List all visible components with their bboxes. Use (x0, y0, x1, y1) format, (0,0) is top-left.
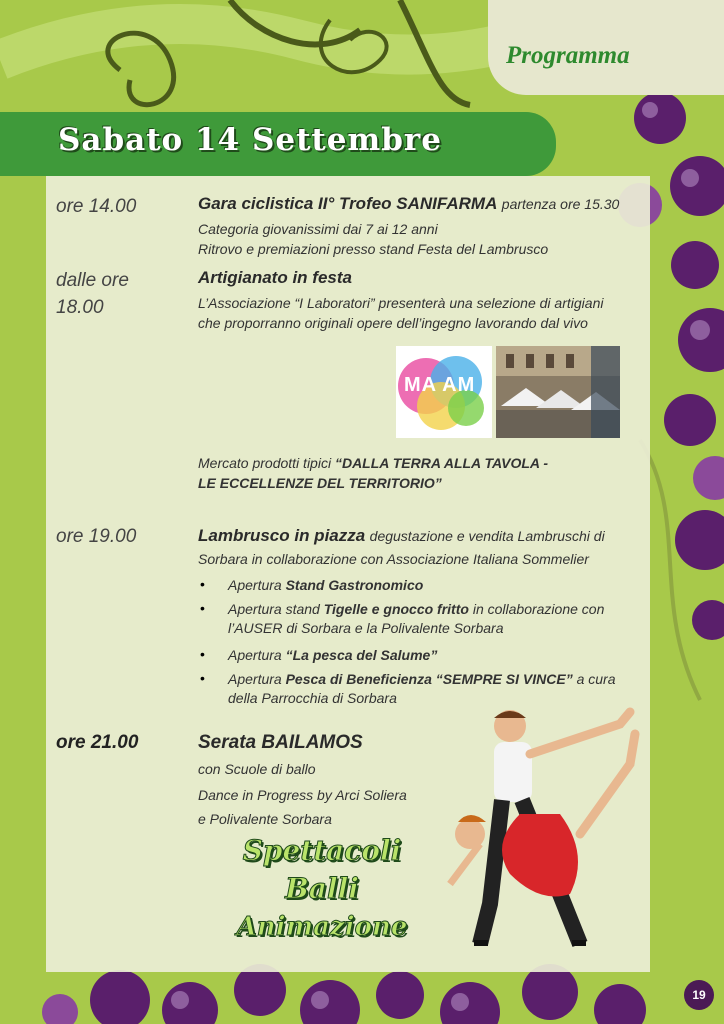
bullet-icon: • (200, 576, 205, 592)
event-line: Ritrovo e premiazioni presso stand Festa del Lambrusco (198, 241, 549, 257)
event-time: ore 19.00 (56, 526, 137, 547)
event-title: Serata BAILAMOS (198, 732, 363, 753)
market-title: LE ECCELLENZE DEL TERRITORIO” (198, 475, 442, 491)
event-line: Sorbara in collaborazione con Associazione Italiana Sommelier (198, 551, 589, 567)
market-prefix: Mercato prodotti tipici (198, 455, 332, 471)
spettacoli-line: Spettacoli (242, 834, 402, 867)
event-title-suffix: partenza ore 15.30 (501, 196, 620, 212)
page-number: 19 (684, 980, 714, 1010)
event-line: e Polivalente Sorbara (198, 811, 332, 827)
event-time: ore 21.00 (56, 732, 139, 753)
market-photo (496, 346, 620, 438)
bullet-icon: • (200, 600, 205, 616)
event-time: dalle ore (56, 270, 129, 291)
event-title-line (198, 194, 619, 214)
day-title: Sabato 14 Settembre (58, 122, 442, 158)
market-title: “DALLA TERRA ALLA TAVOLA - (334, 455, 549, 471)
dancers-illustration (430, 704, 662, 958)
market-line (198, 454, 548, 473)
bullet-item: Apertura “La pesca del Salume” (228, 647, 438, 663)
bullet-item: Apertura Stand Gastronomico (228, 577, 424, 593)
malam-logo (396, 346, 492, 438)
event-time: 18.00 (56, 297, 104, 318)
event-line: con Scuole di ballo (198, 761, 316, 777)
spettacoli-line: Balli (285, 872, 359, 905)
bullet-icon: • (200, 670, 205, 686)
malam-logo-text: MA AM (404, 374, 476, 396)
bullet-item: Apertura Pesca di Beneficienza “SEMPRE SI VINCE” a cura della Parrocchia di Sorbara (228, 671, 616, 706)
event-title: Lambrusco in piazza (198, 526, 366, 545)
event-time: ore 14.00 (56, 196, 137, 217)
spettacoli-line: Animazione (236, 912, 408, 942)
event-line: Dance in Progress by Arci Soliera (198, 787, 407, 803)
day-title-bar (0, 112, 556, 176)
section-tab (488, 0, 724, 95)
event-line: L’Associazione “I Laboratori” presenterà una selezione di artigiani (198, 295, 604, 311)
section-label: Programma (506, 42, 630, 69)
event-title-line (198, 526, 605, 546)
event-title: Gara ciclistica II° Trofeo SANIFARMA (198, 194, 498, 213)
spettacoli-artwork (222, 832, 422, 946)
bullet-icon: • (200, 646, 205, 662)
event-title: Artigianato in festa (198, 268, 352, 287)
event-line: Categoria giovanissimi dai 7 ai 12 anni (198, 221, 438, 237)
bullet-item: Apertura stand Tigelle e gnocco fritto in collaborazione con l’AUSER di Sorbara e la Polivalente Sorbara (228, 601, 605, 636)
event-title-suffix: degustazione e vendita Lambruschi di (369, 528, 605, 544)
event-line: che proporranno originali opere dell’ingegno lavorando dal vivo (198, 315, 588, 331)
